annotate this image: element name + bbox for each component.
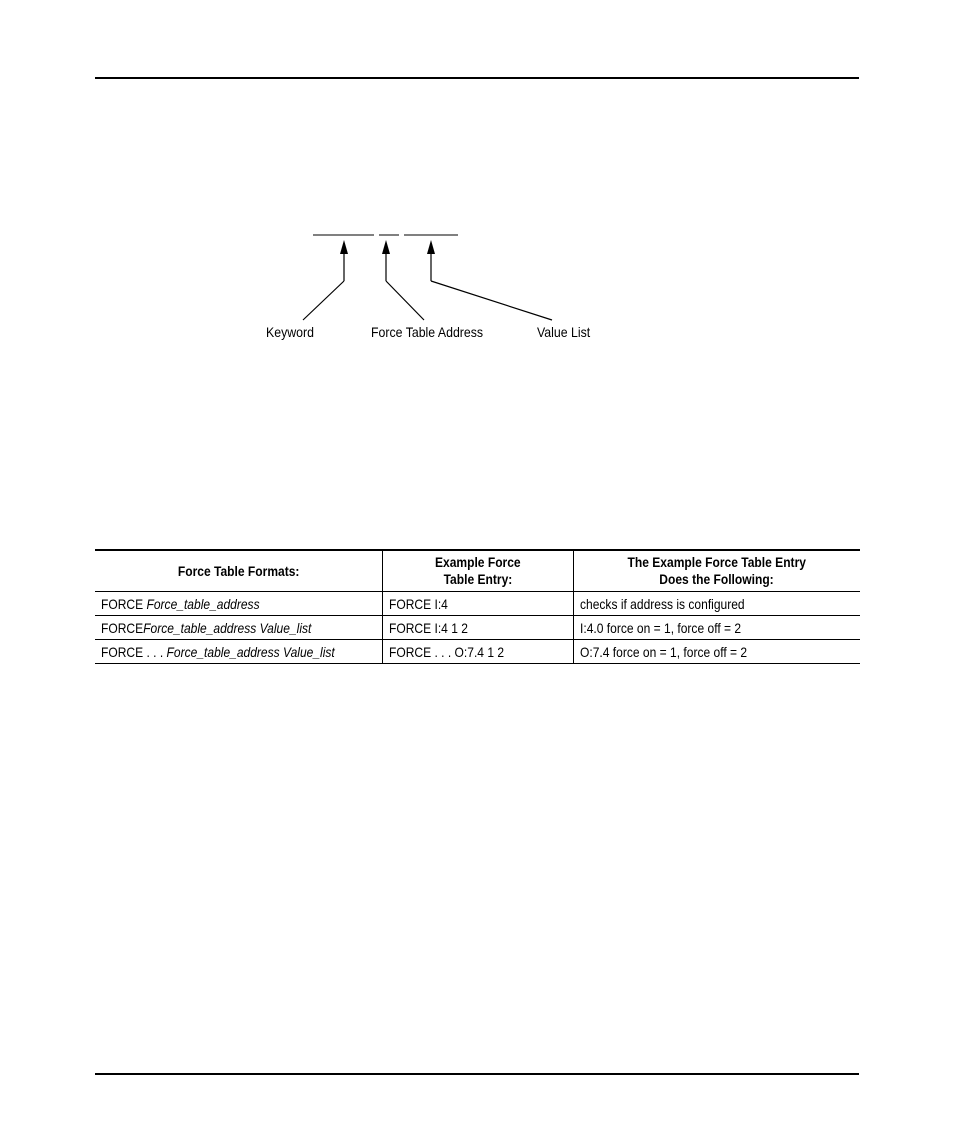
table-row <box>95 616 860 640</box>
table-row <box>95 640 860 664</box>
example-cell: FORCE I:4 1 2 <box>382 616 573 640</box>
table-row <box>95 592 860 616</box>
header-formats: Force Table Formats: <box>95 550 382 592</box>
value-list-label: Value List <box>537 324 591 340</box>
effect-cell: I:4.0 force on = 1, force off = 2 <box>573 616 860 640</box>
address-arrowhead <box>382 240 390 254</box>
table-header-row <box>95 550 860 592</box>
example-cell: FORCE . . . O:7.4 1 2 <box>382 640 573 664</box>
force-table-address-label: Force Table Address <box>371 324 484 340</box>
effect-cell: O:7.4 force on = 1, force off = 2 <box>573 640 860 664</box>
format-cell: FORCE Force_table_address <box>95 592 382 616</box>
value-list-arrowhead <box>427 240 435 254</box>
footer-rule <box>95 1073 859 1075</box>
syntax-diagram <box>0 0 954 380</box>
format-cell: FORCEForce_table_address Value_list <box>95 616 382 640</box>
force-table-formats <box>95 549 860 664</box>
header-example-entry: Example Force Table Entry: <box>382 550 573 592</box>
keyword-label: Keyword <box>266 324 314 340</box>
example-cell: FORCE I:4 <box>382 592 573 616</box>
effect-cell: checks if address is configured <box>573 592 860 616</box>
syntax-diagram-graphic <box>0 0 954 380</box>
header-entry-effect: The Example Force Table Entry Does the Following: <box>573 550 860 592</box>
keyword-arrowhead <box>340 240 348 254</box>
format-cell: FORCE . . . Force_table_address Value_list <box>95 640 382 664</box>
